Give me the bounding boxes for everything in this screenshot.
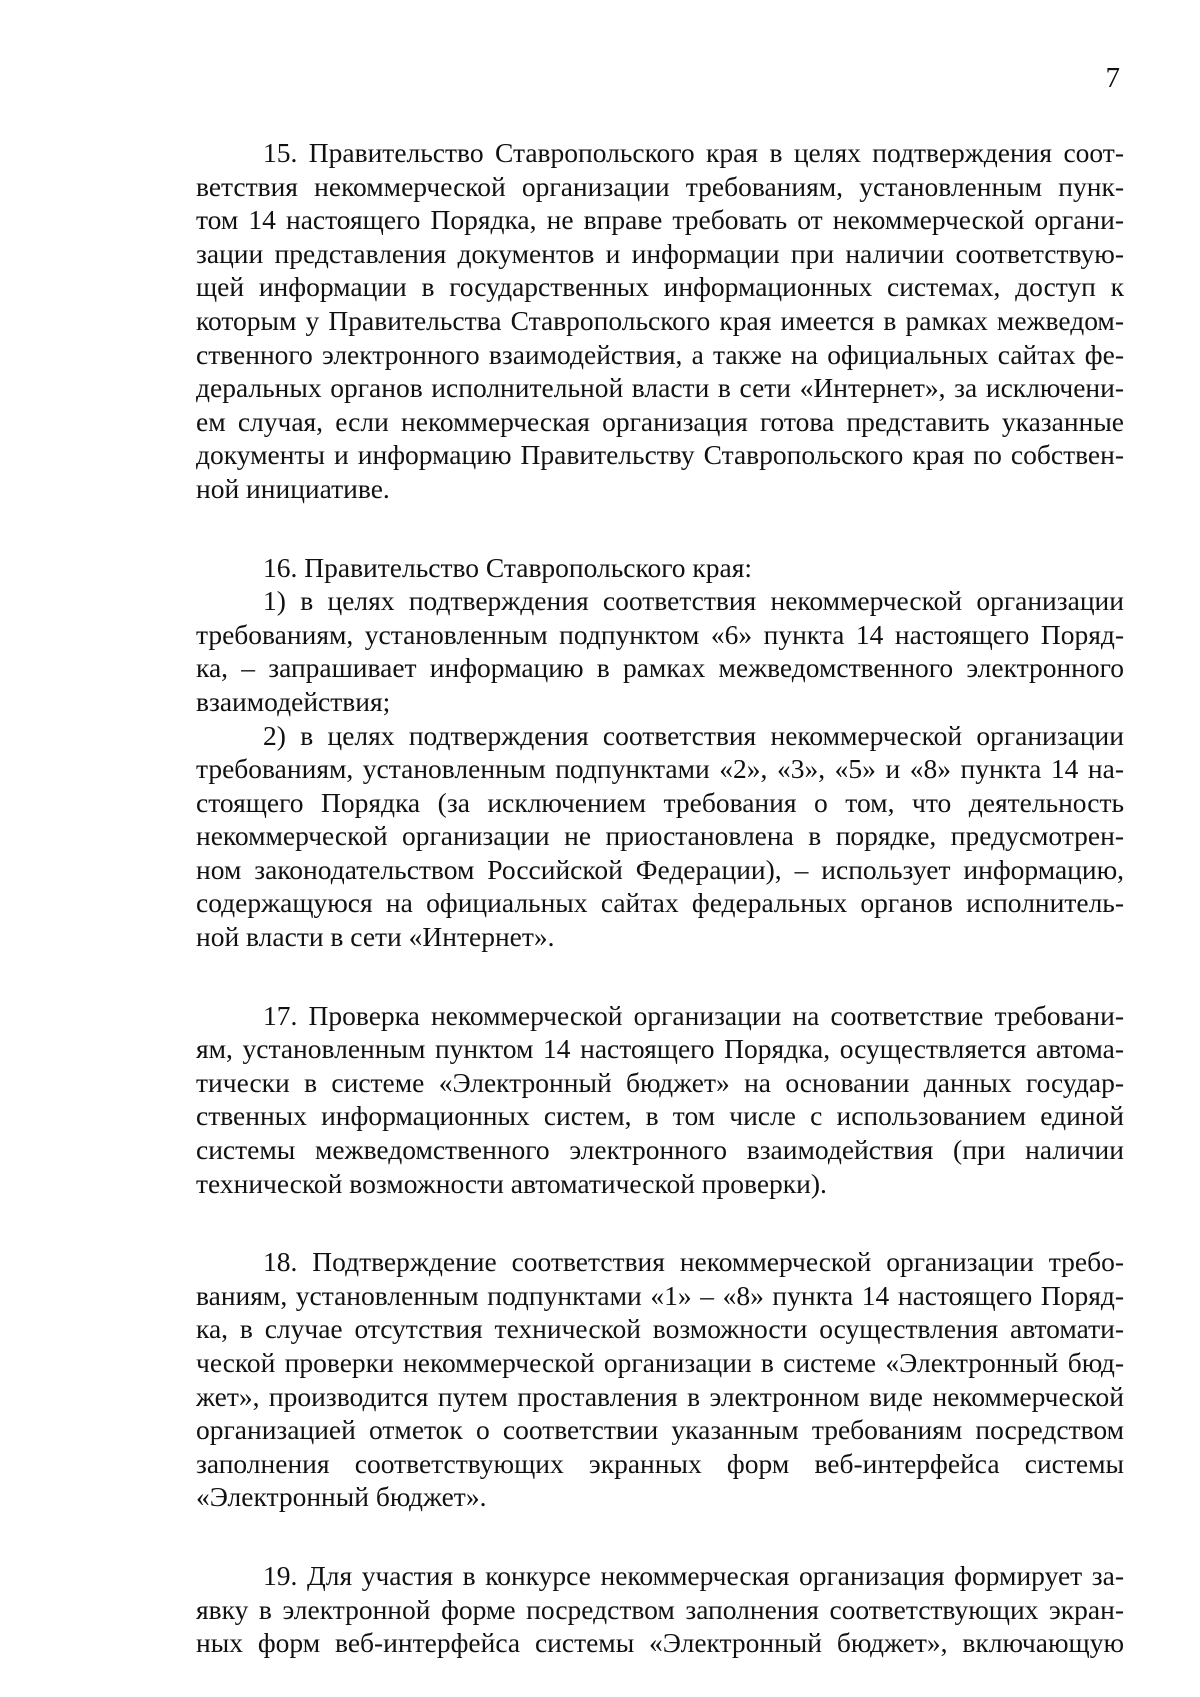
text-line: ветствия некоммерческой организации требованиям, установленным пунк- [196, 170, 1124, 202]
paragraph-15 [196, 136, 1124, 506]
text-line: ных форм веб-интерфейса системы «Электронный бюджет», включающую [196, 1627, 1124, 1659]
text-line: щей информации в государственных информационных системах, доступ к [196, 271, 1124, 303]
text-line: ем случая, если некоммерческая организация готова представить указанные [196, 405, 1124, 437]
text-line: ной власти в сети «Интернет». [196, 921, 555, 953]
text-line: ческой проверки некоммерческой организации в системе «Электронный бюд- [196, 1347, 1124, 1378]
paragraph-16-heading [196, 551, 1124, 585]
paragraph-16-item-2 [196, 719, 1124, 954]
text-line: ственного электронного взаимодействия, а также на официальных сайтах фе- [196, 338, 1124, 370]
text-line: жет», производится путем проставления в электронном виде некоммерческой [196, 1380, 1124, 1412]
text-line: требованиям, установленным подпунктами «2», «3», «5» и «8» пункта 14 на- [196, 753, 1124, 785]
text-line: стоящего Порядка (за исключением требования о том, что деятельность [196, 786, 1124, 818]
text-line: требованиям, установленным подпунктом «6» пункта 14 настоящего Поряд- [196, 618, 1124, 650]
text-line: организацией отметок о соответствии указанным требованиям посредством [196, 1414, 1124, 1446]
text-line: ка, – запрашивает информацию в рамках межведомственного электронного [196, 652, 1124, 684]
text-line: 1) в целях подтверждения соответствия некоммерческой организации [263, 585, 1124, 617]
paragraph-18 [196, 1245, 1124, 1514]
text-line: технической возможности автоматической проверки). [196, 1167, 827, 1199]
text-line: ваниям, установленным подпунктами «1» – «8» пункта 14 настоящего Поряд- [196, 1279, 1124, 1311]
page-number: 7 [1105, 62, 1120, 94]
paragraph-19 [196, 1559, 1124, 1660]
text-line: ной инициативе. [196, 472, 390, 504]
document-body [196, 136, 1124, 1660]
text-line: ственных информационных систем, в том числе с использованием единой [196, 1100, 1124, 1132]
text-line: 15. Правительство Ставропольского края в целях подтверждения соот- [263, 137, 1124, 168]
text-line: том 14 настоящего Порядка, не вправе требовать от некоммерческой органи- [196, 204, 1124, 236]
text-line: 19. Для участия в конкурсе некоммерческая организация формирует за- [263, 1559, 1124, 1591]
text-line: заполнения соответствующих экранных форм веб-интерфейса системы [196, 1447, 1124, 1479]
text-line: деральных органов исполнительной власти в сети «Интернет», за исключени- [196, 372, 1124, 404]
paragraph-16-item-1 [196, 584, 1124, 718]
text-line: которым у Правительства Ставропольского края имеется в рамках межведом- [196, 304, 1124, 336]
text-line: некоммерческой организации не приостановлена в порядке, предусмотрен- [196, 820, 1124, 852]
text-line: ном законодательством Российской Федерации), – использует информацию, [196, 853, 1124, 885]
text-line: системы межведомственного электронного взаимодействия (при наличии [196, 1134, 1124, 1166]
text-line: явку в электронной форме посредством заполнения соответствующих экран- [196, 1593, 1124, 1625]
text-line: 18. Подтверждение соответствия некоммерческой организации требо- [263, 1246, 1124, 1278]
paragraph-17 [196, 999, 1124, 1201]
text-line: тически в системе «Электронный бюджет» на основании данных государ- [196, 1066, 1124, 1098]
text-line: «Электронный бюджет». [196, 1481, 487, 1513]
text-line: взаимодействия; [196, 685, 391, 717]
text-line: 16. Правительство Ставропольского края: [263, 551, 753, 583]
text-line: зации представления документов и информации при наличии соответствую- [196, 237, 1124, 269]
text-line: 2) в целях подтверждения соответствия некоммерческой организации [263, 719, 1124, 751]
text-line: содержащуюся на официальных сайтах федеральных органов исполнитель- [196, 887, 1124, 919]
text-line: ям, установленным пунктом 14 настоящего Порядка, осуществляется автома- [196, 1033, 1124, 1065]
text-line: документы и информацию Правительству Ставропольского края по собствен- [196, 439, 1124, 471]
text-line: 17. Проверка некоммерческой организации на соответствие требовани- [263, 999, 1124, 1031]
text-line: ка, в случае отсутствия технической возможности осуществления автомати- [196, 1313, 1124, 1345]
